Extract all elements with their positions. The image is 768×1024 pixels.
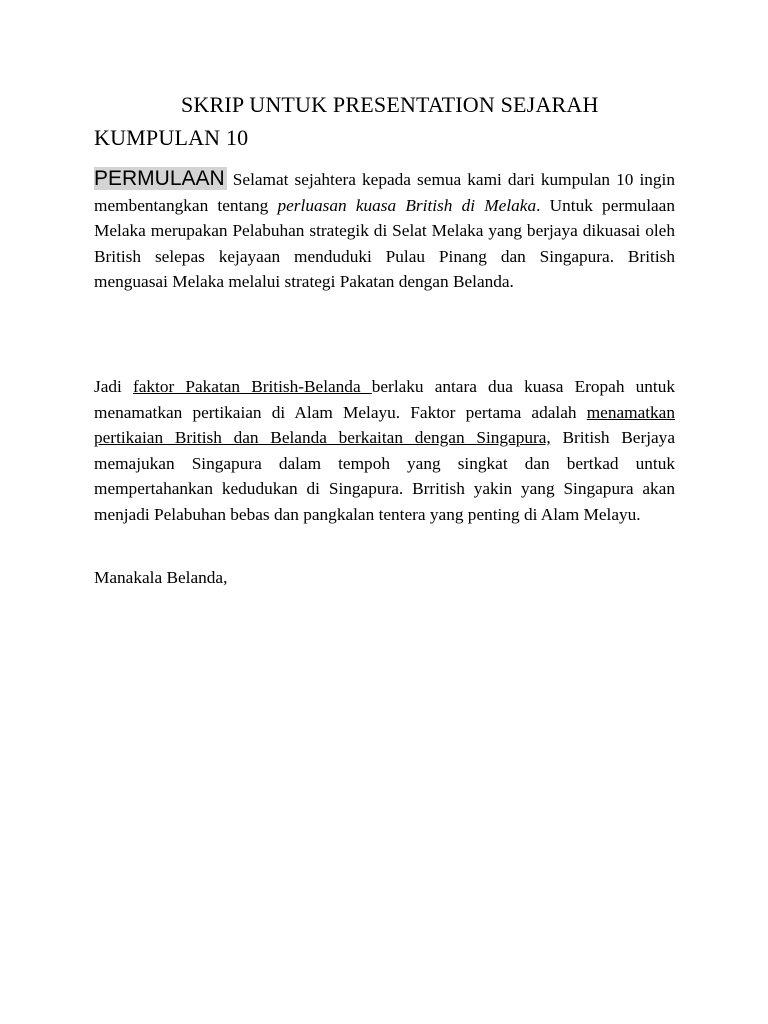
title-line-1: SKRIP UNTUK PRESENTATION SEJARAH [181, 92, 599, 117]
paragraph-text: Manakala Belanda, [94, 568, 228, 587]
paragraph-text: British Berjaya memajukan Singapura dalam tempoh yang singkat dan bertkad untuk mempertahankan kedudukan di Singapura. Brritish yakin yang Singapura akan menjadi Pelabuhan bebas dan pangkalan tentera yang penting di Alam Melayu. [94, 428, 675, 524]
section-label-highlighted: PERMULAAN [94, 167, 225, 190]
paragraph-factor [94, 374, 675, 527]
italic-phrase: perluasan kuasa British di Melaka [277, 195, 537, 215]
paragraph-text: berlaku antara dua kuasa Eropah untuk menamatkan pertikaian di Alam Melayu. Faktor pertama adalah [94, 377, 675, 422]
paragraph-introduction [94, 166, 675, 295]
underlined-phrase: faktor Pakatan British-Belanda [132, 377, 372, 396]
paragraph-continuation [94, 565, 675, 591]
paragraph-text: . Untuk permulaan Melaka merupakan Pelabuhan strategik di Selat Melaka yang berjaya dikuasai oleh British selepas kejayaan menduduki Pulau Pinang dan Singapura. British menguasai Melaka melalui strategi Pakatan dengan Belanda. [94, 195, 675, 291]
title-line-2: KUMPULAN 10 [94, 125, 249, 150]
document-title [94, 88, 676, 154]
paragraph-text: Jadi [94, 377, 133, 396]
paragraph-text: Selamat sejahtera kepada semua kami dari kumpulan 10 ingin membentangkan tentang [94, 170, 675, 215]
underlined-phrase: menamatkan pertikaian British dan Belanda berkaitan dengan Singapura, [94, 402, 675, 447]
